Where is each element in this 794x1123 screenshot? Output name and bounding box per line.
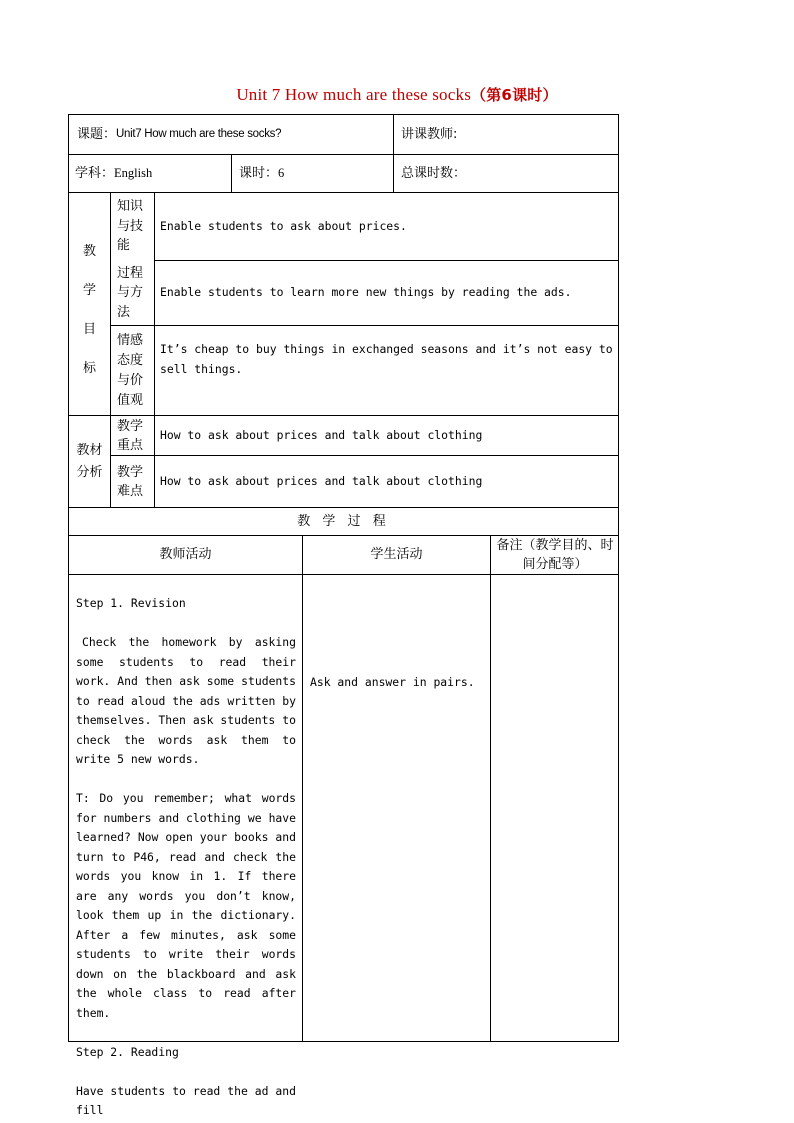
rule — [302, 535, 303, 1042]
objective-label-process — [111, 261, 154, 325]
analysis-text: How to ask about prices and talk about clothing — [160, 473, 483, 488]
label-line: 知识 — [117, 199, 144, 215]
col-header-notes-text: 备注（教学目的、时间分配等） — [496, 538, 614, 572]
teacher-paragraph: Check the homework by asking some students to read their work. And then ask some students to read aloud the ads written by themselves. Then ask students to check the words ask them to write 5 new words. — [76, 635, 296, 766]
student-activity-content — [310, 673, 485, 693]
title-en: Unit 7 How much are these socks — [236, 85, 472, 104]
topic-label: 课题： — [77, 126, 117, 142]
total-periods-cell — [401, 155, 616, 192]
label-line: 与方 — [117, 285, 144, 301]
analysis-text: How to ask about prices and talk about clothing — [160, 427, 483, 442]
col-header-student-text: 学生活动 — [370, 547, 423, 563]
analysis-text-difficult-points — [160, 456, 615, 507]
period-value: 6 — [278, 165, 285, 180]
objectives-label-char: 学 — [82, 283, 96, 298]
label-line: 教学 — [117, 464, 144, 480]
objectives-label-char: 目 — [82, 322, 96, 337]
objective-label-attitude — [111, 326, 154, 415]
analysis-label-line: 分析 — [76, 464, 103, 480]
rule — [231, 154, 232, 192]
objective-text: Enable students to ask about prices. — [160, 218, 407, 233]
document-title — [0, 84, 794, 105]
col-header-student — [303, 536, 490, 574]
analysis-label-difficult-points — [111, 456, 154, 507]
label-line: 过程 — [117, 265, 144, 281]
process-heading-text: 教 学 过 程 — [297, 513, 390, 529]
analysis-label-line: 教材 — [76, 442, 103, 458]
teacher-activity-content — [76, 594, 296, 1121]
subject-value: English — [114, 165, 153, 180]
col-header-teacher — [69, 536, 302, 574]
label-line: 态度 — [117, 352, 144, 368]
teacher-paragraph: Have students to read the ad and fill — [76, 1083, 296, 1117]
period-label: 课时： — [239, 165, 279, 181]
subject-cell — [75, 155, 230, 192]
objective-text-process — [160, 261, 615, 325]
objective-text: Enable students to learn more new things by reading the ads. — [160, 285, 572, 300]
objectives-group-label — [69, 232, 110, 388]
total-periods-label: 总课时数： — [401, 165, 467, 181]
objectives-label-char: 教 — [82, 244, 96, 259]
rule — [393, 114, 394, 192]
rule — [68, 574, 619, 575]
rule — [490, 535, 491, 1042]
label-line: 与技 — [117, 218, 144, 234]
teacher-step-heading: Step 1. Revision — [76, 596, 186, 610]
label-line: 能 — [117, 238, 131, 254]
rule — [154, 192, 155, 507]
label-line: 与价 — [117, 372, 144, 388]
label-line: 重点 — [117, 437, 144, 453]
label-line: 难点 — [117, 483, 144, 499]
teacher-paragraph: T: Do you remember; what words for numbers and clothing we have learned? Now open your books and turn to P46, read and check the words you know in 1. If there are any words you don’t know, look them up in the dictionary. After a few minutes, ask some students to write their words down on the blackboard and ask the whole class to read after them. — [76, 791, 296, 1020]
student-activity-text: Ask and answer in pairs. — [310, 675, 475, 689]
lesson-plan-table — [68, 114, 619, 1117]
process-heading — [69, 508, 618, 535]
topic-value: Unit7 How much are these socks? — [116, 127, 282, 140]
label-line: 法 — [117, 304, 131, 320]
col-header-teacher-text: 教师活动 — [159, 547, 212, 563]
objective-text: It’s cheap to buy things in exchanged seasons and it’s not easy to sell things. — [160, 342, 613, 376]
label-line: 值观 — [117, 392, 144, 408]
teacher-step-heading: Step 2. Reading — [76, 1044, 179, 1059]
analysis-group-label — [69, 416, 110, 507]
rule — [110, 325, 619, 326]
objective-text-attitude — [160, 340, 615, 390]
topic-cell — [77, 115, 389, 154]
title-cn: （第6课时） — [471, 86, 558, 104]
objectives-label-char: 标 — [82, 361, 96, 376]
subject-label: 学科： — [75, 165, 115, 181]
label-line: 教学 — [117, 418, 144, 434]
objective-text-knowledge — [160, 193, 615, 260]
col-header-notes — [495, 536, 615, 574]
analysis-label-key-points — [111, 416, 154, 455]
period-cell — [239, 155, 389, 192]
objective-label-knowledge — [111, 193, 154, 260]
teacher-cell — [401, 115, 616, 154]
rule — [618, 114, 619, 1042]
label-line: 情感 — [117, 332, 144, 348]
analysis-text-key-points — [160, 416, 615, 455]
teacher-label: 讲课教师: — [401, 126, 458, 142]
